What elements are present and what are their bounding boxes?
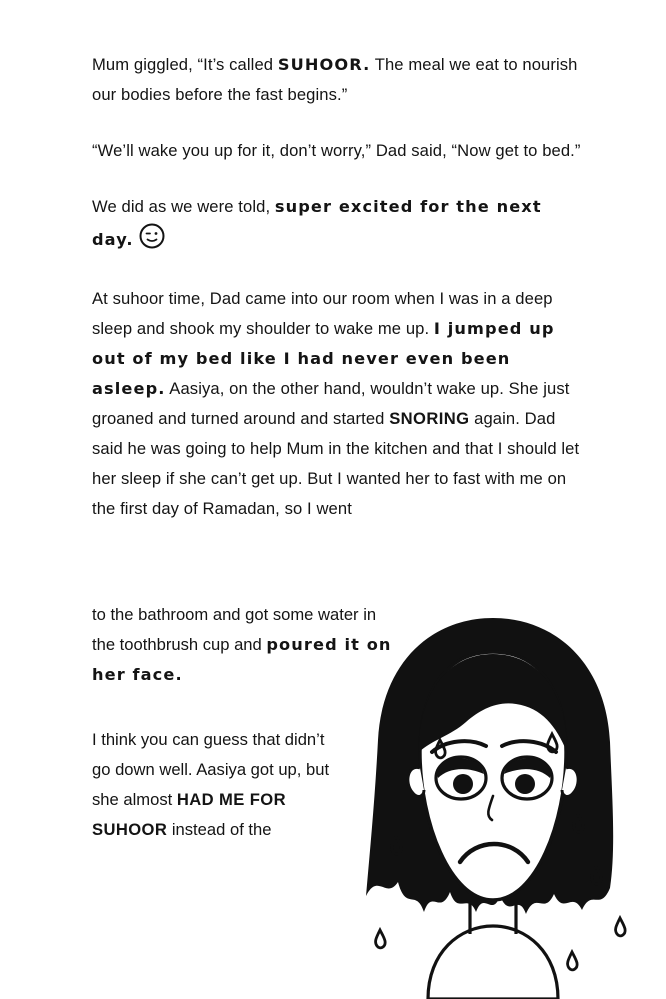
main-text-column — [92, 50, 584, 550]
paragraph-4-text-middle: Aasiya, on the other hand, wouldn’t wake up. She just groaned and turned around and started — [92, 379, 570, 428]
wrap-two-text-end: instead of the — [167, 820, 272, 839]
paragraph-suhoor-time — [92, 284, 584, 524]
super-excited-handwritten: super excited for the next day. — [92, 197, 542, 249]
paragraph-dad-said: “We’ll wake you up for it, don’t worry,” Dad said, “Now get to bed.” — [92, 141, 581, 160]
winking-smiley-icon — [138, 222, 166, 260]
wrap-two-text-start: I think you can guess that didn’t go down well. Aasiya got up, but she almost — [92, 730, 330, 809]
paragraph-1-text-end: The meal we eat to nourish our bodies before the fast begins.” — [92, 55, 578, 104]
paragraph-4-text-end: again. Dad said he was going to help Mum in the kitchen and that I should let her sleep if she can’t get up. But I wanted her to fast with me on the first day of Ramadan, so I went — [92, 409, 580, 518]
suhoor-handwritten-word: SUHOOR. — [277, 55, 371, 74]
wrap-paragraph-two — [92, 725, 342, 845]
paragraph-we-did-as-told — [92, 192, 584, 260]
paragraph-4-text-start: At suhoor time, Dad came into our room when I was in a deep sleep and shook my shoulder to wake me up. — [92, 289, 553, 338]
jumped-up-handwritten: I jumped up out of my bed like I had never even been asleep. — [92, 319, 555, 398]
paragraph-3-text-start: We did as we were told, — [92, 197, 275, 216]
girl-with-sweat-drops-illustration — [320, 600, 666, 999]
wrap-text-block-two — [92, 725, 342, 845]
poured-it-handwritten: poured it on her face. — [92, 635, 392, 684]
had-me-for-suhoor-bold: HAD ME FOR SUHOOR — [92, 790, 286, 839]
paragraph-mum-giggled — [92, 50, 584, 110]
snoring-bold-word: SNORING — [389, 409, 470, 428]
wrap-one-text-start: to the bathroom and got some water in the toothbrush cup and — [92, 605, 377, 654]
paragraph-1-text-start: Mum giggled, “It’s called — [92, 55, 278, 74]
